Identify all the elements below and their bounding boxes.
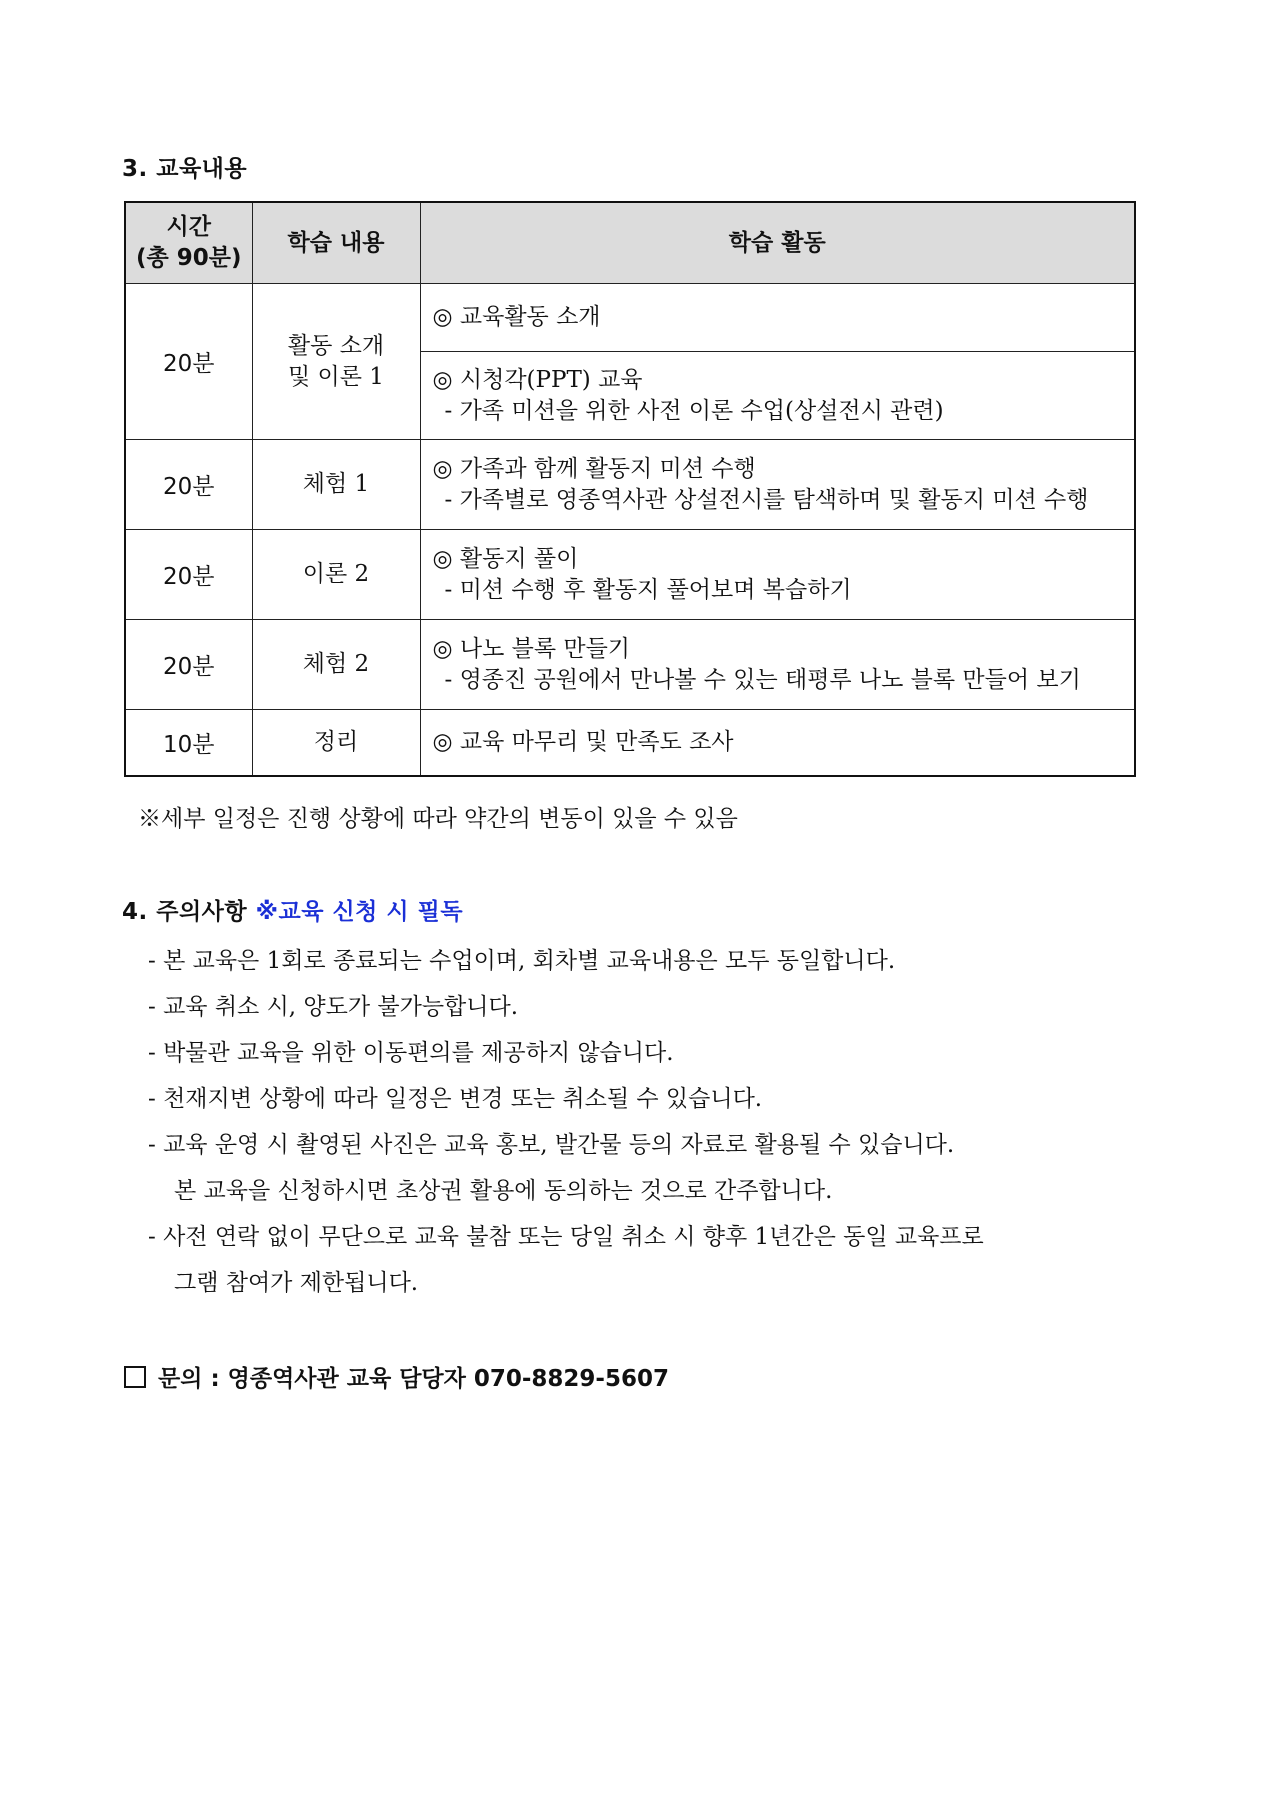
activity-item: ◎ 교육 마무리 및 만족도 조사 xyxy=(432,728,734,755)
row-content xyxy=(252,284,420,440)
table-row xyxy=(125,284,1135,352)
row-content-line1: 활동 소개 xyxy=(287,332,385,359)
header-time-line2: (총 90분) xyxy=(136,245,242,271)
section-4-title xyxy=(122,893,463,926)
activity-detail: - 가족 미션을 위한 사전 이론 수업(상설전시 관련) xyxy=(444,397,944,424)
list-item-continuation: 본 교육을 신청하시면 초상권 활용에 동의하는 것으로 간주합니다. xyxy=(174,1178,833,1204)
list-item: - 본 교육은 1회로 종료되는 수업이며, 회차별 교육내용은 모두 동일합니다. xyxy=(148,948,896,974)
contact-line xyxy=(124,1360,669,1393)
list-item-continuation: 그램 참여가 제한됩니다. xyxy=(174,1270,419,1296)
row-time: 10분 xyxy=(125,710,252,776)
row-content: 체험 1 xyxy=(252,440,420,530)
activity-item: ◎ 시청각(PPT) 교육 xyxy=(432,366,643,393)
row-activity xyxy=(420,284,1135,352)
section-3-title: 3. 교육내용 xyxy=(122,156,248,182)
section-4-highlight: ※교육 신청 시 필독 xyxy=(255,899,464,925)
row-time: 20분 xyxy=(125,284,252,440)
activity-item: ◎ 활동지 풀이 xyxy=(432,545,579,572)
header-time xyxy=(125,202,252,284)
list-item: - 교육 취소 시, 양도가 불가능합니다. xyxy=(148,994,519,1020)
table-header-row xyxy=(125,202,1135,284)
list-item: - 사전 연락 없이 무단으로 교육 불참 또는 당일 취소 시 향후 1년간은 동일 교육프로 xyxy=(148,1224,984,1250)
activity-detail: - 미션 수행 후 활동지 풀어보며 복습하기 xyxy=(444,576,852,603)
row-activity xyxy=(420,710,1135,776)
contact-text: 문의 : 영종역사관 교육 담당자 070-8829-5607 xyxy=(158,1366,669,1392)
list-item: - 교육 운영 시 촬영된 사진은 교육 홍보, 발간물 등의 자료로 활용될 수 있습니다. xyxy=(148,1132,955,1158)
table-row xyxy=(125,710,1135,776)
row-activity xyxy=(420,530,1135,620)
table-row xyxy=(125,440,1135,530)
table-row xyxy=(125,620,1135,710)
activity-detail: - 영종진 공원에서 만나볼 수 있는 태평루 나노 블록 만들어 보기 xyxy=(444,666,1081,693)
list-item: - 박물관 교육을 위한 이동편의를 제공하지 않습니다. xyxy=(148,1040,674,1066)
list-item: - 천재지변 상황에 따라 일정은 변경 또는 취소될 수 있습니다. xyxy=(148,1086,763,1112)
schedule-table xyxy=(124,201,1136,777)
activity-item: ◎ 가족과 함께 활동지 미션 수행 xyxy=(432,455,756,482)
row-time: 20분 xyxy=(125,440,252,530)
rules-list xyxy=(148,938,1208,1306)
header-activity: 학습 활동 xyxy=(420,202,1135,284)
row-activity xyxy=(420,620,1135,710)
activity-item: ◎ 교육활동 소개 xyxy=(432,304,601,330)
row-time: 20분 xyxy=(125,620,252,710)
row-content-line2: 및 이론 1 xyxy=(288,363,384,390)
section-4-title-text: 4. 주의사항 xyxy=(122,899,248,925)
schedule-note: ※세부 일정은 진행 상황에 따라 약간의 변동이 있을 수 있음 xyxy=(138,806,738,832)
row-content: 체험 2 xyxy=(252,620,420,710)
activity-detail: - 가족별로 영종역사관 상설전시를 탐색하며 및 활동지 미션 수행 xyxy=(444,486,1089,513)
table-row xyxy=(125,530,1135,620)
row-content: 정리 xyxy=(252,710,420,776)
row-activity xyxy=(420,352,1135,440)
header-time-line1: 시간 xyxy=(166,214,211,240)
header-content: 학습 내용 xyxy=(252,202,420,284)
checkbox-icon xyxy=(124,1366,146,1388)
row-time: 20분 xyxy=(125,530,252,620)
row-activity xyxy=(420,440,1135,530)
row-content: 이론 2 xyxy=(252,530,420,620)
activity-item: ◎ 나노 블록 만들기 xyxy=(432,635,631,662)
